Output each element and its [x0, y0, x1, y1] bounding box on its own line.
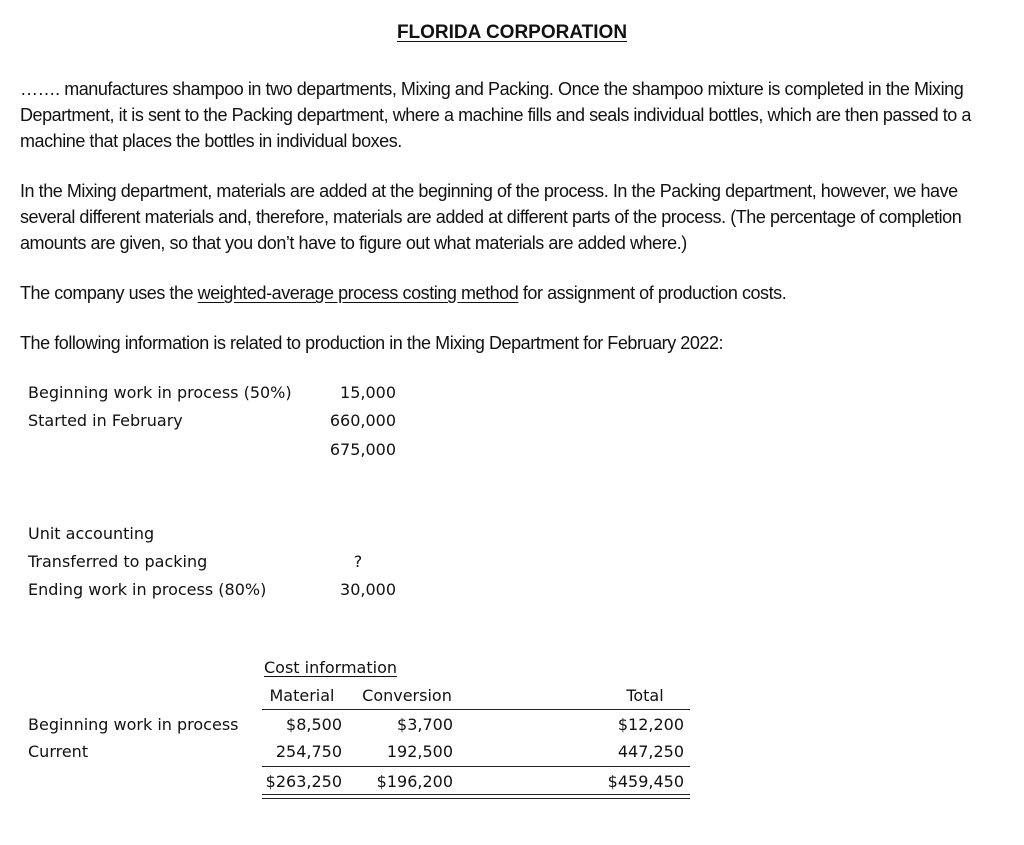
cost-row-label: Beginning work in process [28, 715, 239, 734]
unit-accounting-value: ? [353, 552, 363, 571]
materials-paragraph: In the Mixing department, materials are added at the beginning of the process. In the Packing department, however, we have several different materials and, therefore, materials are added at different parts of the process. (The percentage of completion amounts are given, so that you don’t have to figure out what materials are added where.) [20, 181, 962, 253]
cost-row-total: 447,250 [617, 742, 684, 761]
double-total-rule [262, 794, 690, 799]
unit-accounting-label: Transferred to packing [28, 552, 208, 571]
grand-total: $459,450 [607, 772, 684, 791]
cost-row-conversion: 192,500 [386, 742, 453, 761]
header-rule [262, 709, 690, 710]
unit-accounting-value: 30,000 [340, 580, 396, 599]
cost-row-label: Current [28, 742, 89, 761]
subtotal-rule [262, 766, 690, 767]
cost-row-conversion: $3,700 [397, 715, 453, 734]
material-total: $263,250 [265, 772, 342, 791]
cost-information-heading: Cost information [264, 658, 397, 677]
unit-accounting-label: Ending work in process (80%) [28, 580, 267, 599]
conversion-column-header: Conversion [362, 686, 452, 705]
method-paragraph: The company uses the weighted-average process costing method for assignment of production costs. [20, 283, 787, 303]
cost-row-material: $8,500 [286, 715, 342, 734]
units-total: 675,000 [329, 440, 396, 459]
units-row-label: Beginning work in process (50%) [28, 383, 292, 402]
cost-row-material: 254,750 [275, 742, 342, 761]
material-column-header: Material [269, 686, 335, 705]
intro-paragraph: ……. manufactures shampoo in two departments, Mixing and Packing. Once the shampoo mixture is completed in the Mixing Department, it is sent to the Packing department, where a machine fills and seals individual bottles, which are then passed to a machine that places the bottles in individual boxes. [20, 79, 971, 151]
weighted-average-method-link: weighted-average process costing method [197, 283, 519, 303]
units-row-value: 660,000 [329, 411, 396, 430]
units-row-label: Started in February [28, 411, 183, 430]
conversion-total: $196,200 [376, 772, 453, 791]
document-title: FLORIDA CORPORATION [396, 22, 628, 43]
total-column-header: Total [626, 686, 664, 705]
units-row-value: 15,000 [340, 383, 396, 402]
cost-row-total: $12,200 [617, 715, 684, 734]
unit-accounting-heading: Unit accounting [28, 524, 155, 543]
mixing-info-paragraph: The following information is related to production in the Mixing Department for February 2022: [20, 333, 724, 353]
